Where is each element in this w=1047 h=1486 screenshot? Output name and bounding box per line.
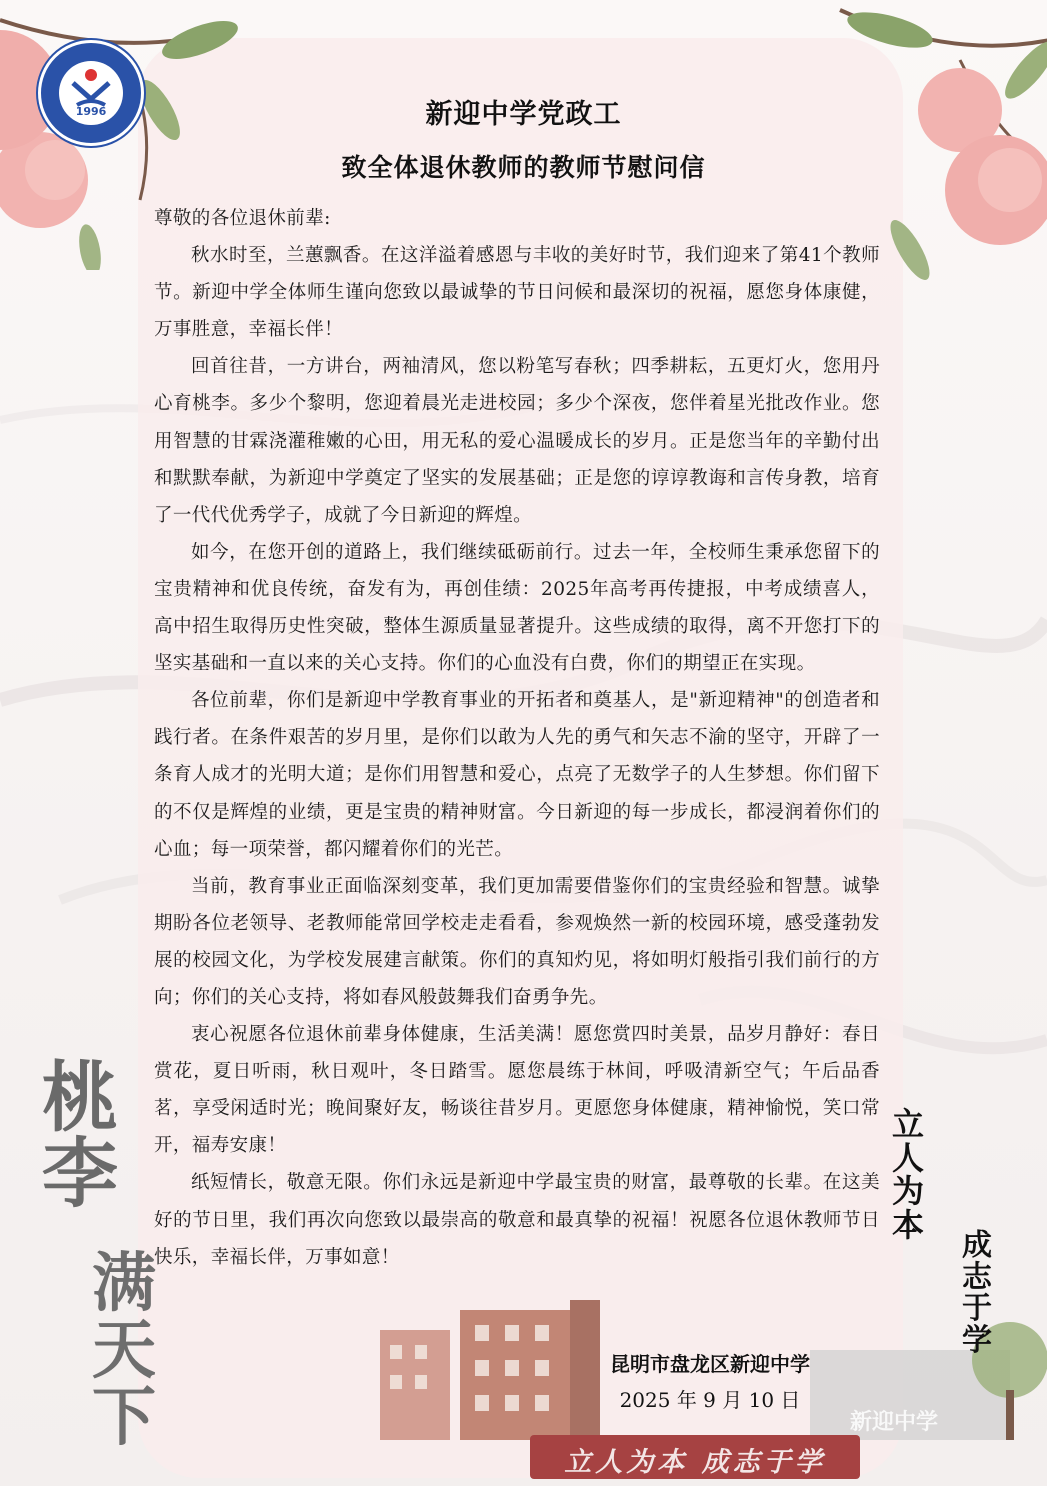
calligraphy-text-2: 满天下 — [92, 1246, 156, 1456]
letter-paragraph: 各位前辈，你们是新迎中学教育事业的开拓者和奠基人，是"新迎精神"的创造者和践行者。在条件艰苦的岁月里，是你们以敢为人先的勇气和矢志不渝的坚守，开辟了一条育人成才的光明大道；是你们用智慧和爱心，点亮了无数学子的人生梦想。你们留下的不仅是辉煌的业绩，更是宝贵的精神财富。今日新迎的每一步成长，都浸润着你们的心血；每一项荣誉，都闪耀着你们的光芒。 — [154, 690, 880, 860]
watermark-text: 新迎中学 — [850, 1410, 939, 1435]
letter-paragraph: 回首往昔，一方讲台，两袖清风，您以粉笔写春秋；四季耕耘，五更灯火，您用丹心育桃李。多少个黎明，您迎着晨光走进校园；多少个深夜，您伴着星光批改作业。您用智慧的甘霖浇灌稚嫩的心田，用无私的爱心温暖成长的岁月。正是您当年的辛勤付出和默默奉献，为新迎中学奠定了坚实的发展基础；正是您的谆谆教诲和言传身教，培育了一代代优秀学子，成就了今日新迎的辉煌。 — [154, 356, 880, 526]
signature-date: 2025 年 9 月 10 日 — [619, 1388, 801, 1412]
signature-organization: 昆明市盘龙区新迎中学 — [610, 1352, 810, 1376]
logo-year: 1996 — [75, 105, 107, 118]
letter-paragraph: 衷心祝愿各位退休前辈身体健康，生活美满！愿您赏四时美景，品岁月静好：春日赏花，夏日听雨，秋日观叶，冬日踏雪。愿您晨练于林间，呼吸清新空气；午后品香茗，享受闲适时光；晚间聚好友，畅谈往昔岁月。更愿您身体健康，精神愉悦，笑口常开，福寿安康！ — [154, 1024, 880, 1157]
letter-body — [154, 200, 880, 1276]
page-title: 新迎中学党政工 — [425, 99, 622, 130]
letter-paragraph: 秋水时至，兰蕙飘香。在这洋溢着感恩与丰收的美好时节，我们迎来了第41个教师节。新迎中学全体师生谨向您致以最诚挚的节日问候和最深切的祝福，愿您身体康健，万事胜意，幸福长伴！ — [154, 245, 880, 341]
letter-paragraph: 如今，在您开创的道路上，我们继续砥砺前行。过去一年，全校师生秉承您留下的宝贵精神和优良传统，奋发有为，再创佳绩：2025年高考再传捷报，中考成绩喜人，高中招生取得历史性突破，整体生源质量显著提升。这些成绩的取得，离不开您打下的坚实基础和一直以来的关心支持。你们的心血没有白费，你们的期望正在实现。 — [154, 541, 880, 675]
letter-greeting: 尊敬的各位退休前辈: — [154, 208, 331, 229]
letter-paragraph: 纸短情长，敬意无限。你们永远是新迎中学最宝贵的财富，最尊敬的长辈。在这美好的节日里，我们再次向您致以最崇高的敬意和最真挚的祝福！祝愿各位退休教师节日快乐，幸福长伴，万事如意！ — [154, 1172, 880, 1268]
motto-vertical-1: 立人为本 — [892, 1105, 925, 1244]
calligraphy-text-1: 桃李 — [42, 1053, 118, 1218]
page-subtitle: 致全体退休教师的教师节慰问信 — [341, 153, 706, 182]
motto-vertical-2: 成志于学 — [962, 1228, 992, 1358]
motto-banner-text: 立人为本 成志于学 — [564, 1447, 826, 1478]
letter-paragraph: 当前，教育事业正面临深刻变革，我们更加需要借鉴你们的宝贵经验和智慧。诚挚期盼各位老领导、老教师能常回学校走走看看，参观焕然一新的校园环境，感受蓬勃发展的校园文化，为学校发展建言献策。你们的真知灼见，将如明灯般指引我们前行的方向；你们的关心支持，将如春风般鼓舞我们奋勇争先。 — [154, 875, 880, 1008]
